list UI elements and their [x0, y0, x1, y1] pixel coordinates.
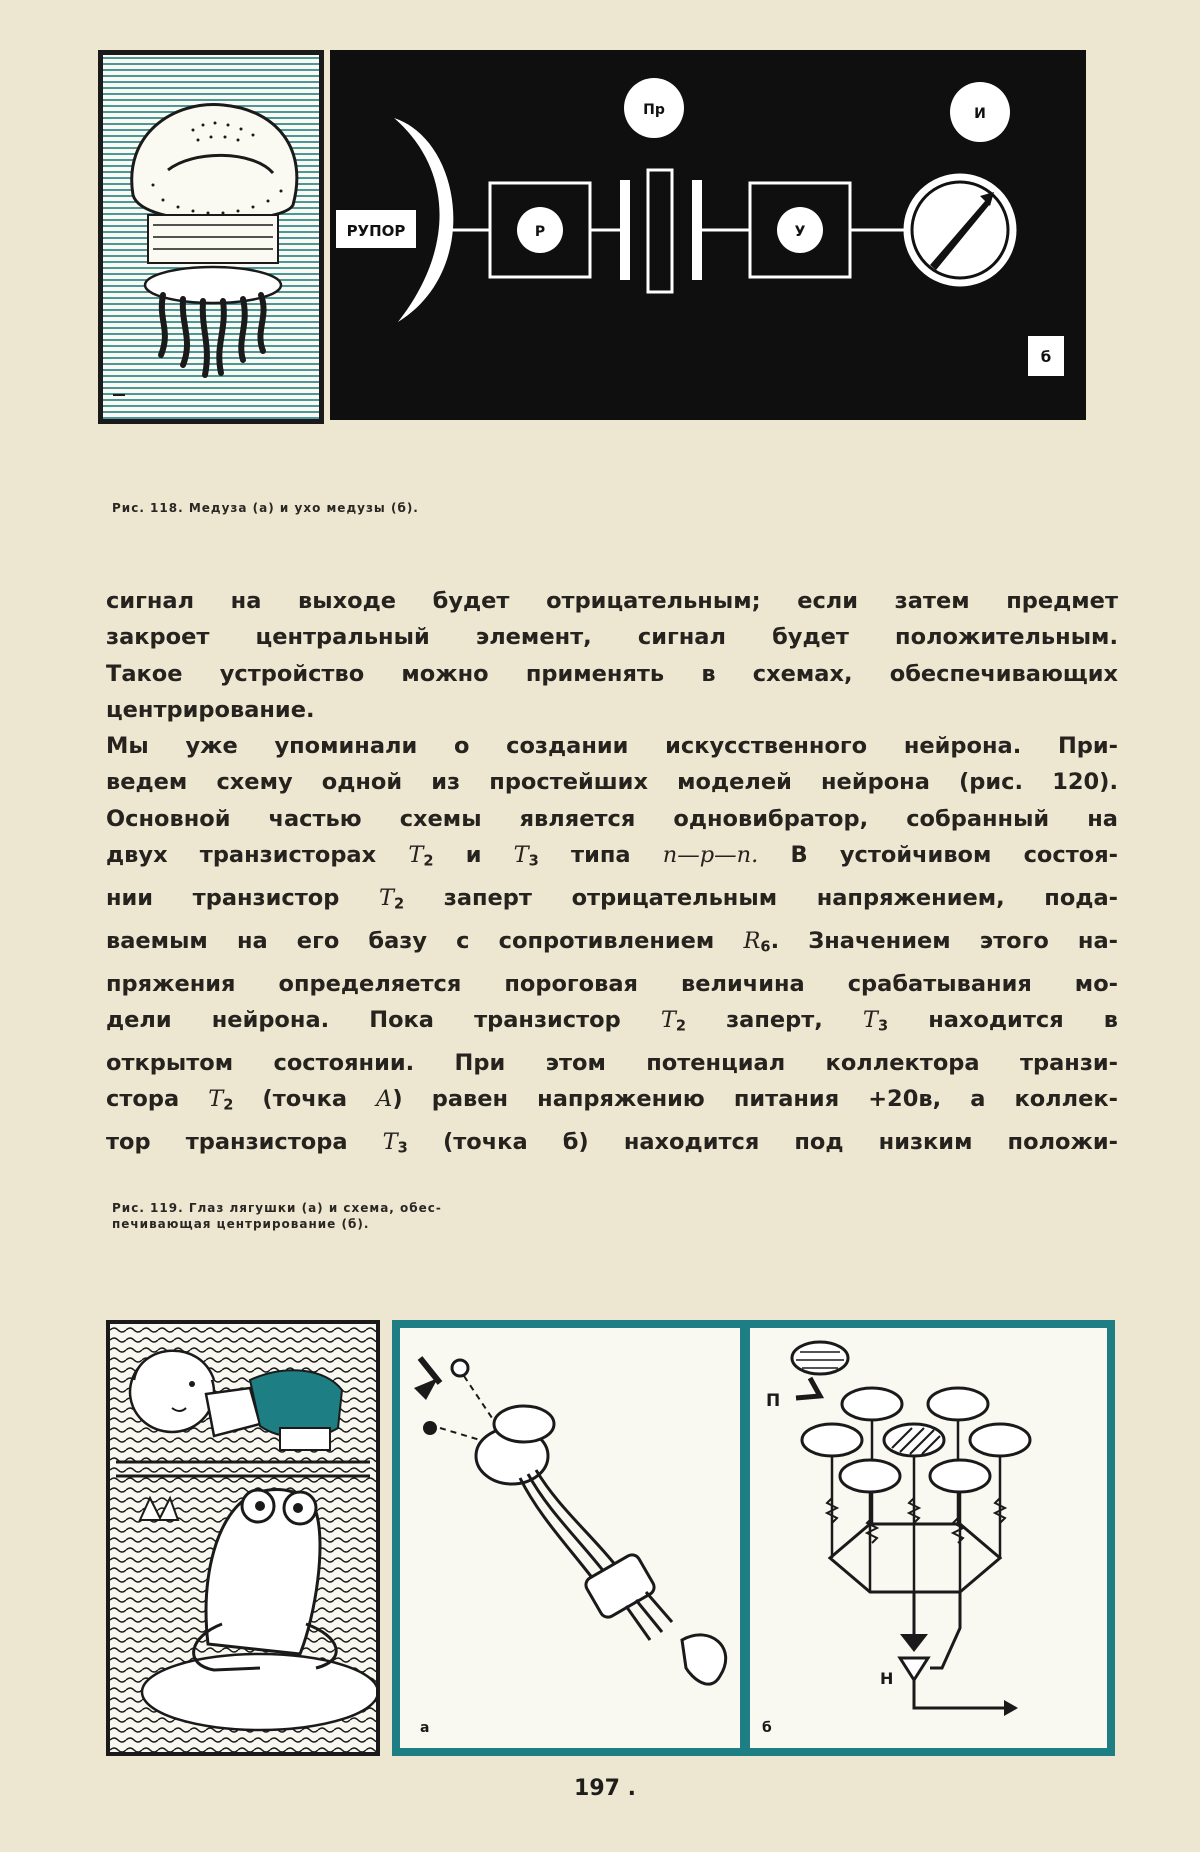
- text-line: [106, 1002, 1118, 1045]
- text-line: пряжения определяется пороговая величина срабатывания мо-: [106, 970, 1118, 997]
- body-text: [106, 583, 1118, 1167]
- i-label: И: [974, 106, 986, 122]
- figure-119-caption: [112, 1200, 612, 1232]
- text-fragment: ) равен напряжению питания +20в, а коллек-: [392, 1086, 1118, 1113]
- text-fragment: заперт,: [686, 1007, 863, 1034]
- frog-eye-panels: [392, 1320, 1115, 1756]
- jellyfish-illustration: [98, 50, 324, 424]
- boy-frog-drawing: [110, 1324, 376, 1752]
- rupor-label: РУПОР: [346, 222, 406, 240]
- variable: T: [378, 885, 394, 912]
- panel-b-label: б: [762, 1720, 772, 1736]
- text-line: центрирование.: [106, 696, 315, 723]
- figure-118-caption: Рис. 118. Медуза (а) и ухо медузы (б).: [112, 501, 419, 515]
- ear-schematic: [330, 50, 1086, 420]
- text-fragment: и: [433, 842, 514, 869]
- subscript: 3: [528, 852, 539, 870]
- variable: T: [660, 1007, 676, 1034]
- caption-line: Рис. 119. Глаз лягушки (а) и схема, обес-: [112, 1201, 442, 1215]
- text-fragment: двух транзисторах: [106, 842, 409, 869]
- subscript: 2: [675, 1017, 686, 1035]
- text-fragment: тор транзистора: [106, 1129, 383, 1156]
- text-fragment: (точка б) находится под низким положи-: [407, 1129, 1118, 1156]
- n-label: Н: [880, 1669, 894, 1688]
- text-fragment: находится в: [888, 1007, 1118, 1034]
- caption-line: печивающая центрирование (б).: [112, 1217, 370, 1231]
- text-fragment: . Значением этого на-: [770, 927, 1119, 954]
- text-line: [106, 923, 1118, 966]
- text-fragment: В устойчивом состоя-: [758, 842, 1119, 869]
- boy-and-frog-illustration: [106, 1320, 380, 1756]
- page-number: 197 .: [574, 1776, 636, 1801]
- text-fragment: стора: [106, 1086, 209, 1113]
- centering-scheme-drawing: [766, 1342, 1030, 1716]
- subscript: 3: [877, 1017, 889, 1035]
- subscript: 2: [393, 895, 405, 913]
- p-label: П: [766, 1391, 781, 1411]
- variable: T: [408, 842, 424, 869]
- variable: A: [376, 1086, 393, 1113]
- text-fragment: (точка: [233, 1086, 377, 1113]
- text-fragment: ваемым на его базу с сопротивлением: [106, 927, 744, 954]
- text-line: Такое устройство можно применять в схемах, обеспечивающих: [106, 660, 1118, 687]
- fig118-b-label: б: [1040, 348, 1052, 366]
- text-fragment: заперт отрицательным напряжением, пода-: [404, 885, 1118, 912]
- jellyfish-ear-diagram: [330, 50, 1086, 420]
- subscript: 2: [223, 1097, 234, 1115]
- text-line: [106, 880, 1118, 923]
- text-line: [106, 837, 1118, 880]
- pr-label: Пр: [643, 102, 665, 118]
- text-fragment: нии транзистор: [106, 885, 379, 912]
- jellyfish-drawing: [103, 55, 319, 419]
- panel-a-label: а: [420, 1720, 430, 1736]
- text-line: ведем схему одной из простейших моделей нейрона (рис. 120).: [106, 769, 1118, 796]
- u-label: У: [794, 224, 806, 240]
- text-line: закроет центральный элемент, сигнал будет положительным.: [106, 624, 1118, 651]
- variable: R: [743, 927, 761, 954]
- eye-and-centering-scheme: [400, 1328, 1107, 1748]
- variable: T: [513, 842, 529, 869]
- subscript: 3: [397, 1140, 408, 1158]
- subscript: 2: [423, 852, 434, 870]
- text-line: открытом состоянии. При этом потенциал коллектора транзи-: [106, 1050, 1118, 1077]
- variable: T: [862, 1007, 878, 1034]
- variable: T: [382, 1129, 398, 1156]
- text-line: сигнал на выходе будет отрицательным; если затем предмет: [106, 588, 1118, 614]
- variable: n—p—n.: [662, 842, 759, 869]
- frog-eye-drawing: [414, 1358, 726, 1684]
- text-line: Основной частью схемы является одновибратор, собранный на: [106, 805, 1118, 832]
- text-fragment: дели нейрона. Пока транзистор: [106, 1007, 661, 1034]
- r-label: Р: [534, 224, 546, 240]
- text-fragment: типа: [538, 842, 663, 869]
- variable: T: [208, 1086, 224, 1113]
- text-line: Мы уже упоминали о создании искусственного нейрона. При-: [106, 733, 1118, 760]
- text-line: [106, 1124, 1118, 1167]
- text-line: [106, 1081, 1118, 1124]
- subscript: 6: [760, 938, 771, 956]
